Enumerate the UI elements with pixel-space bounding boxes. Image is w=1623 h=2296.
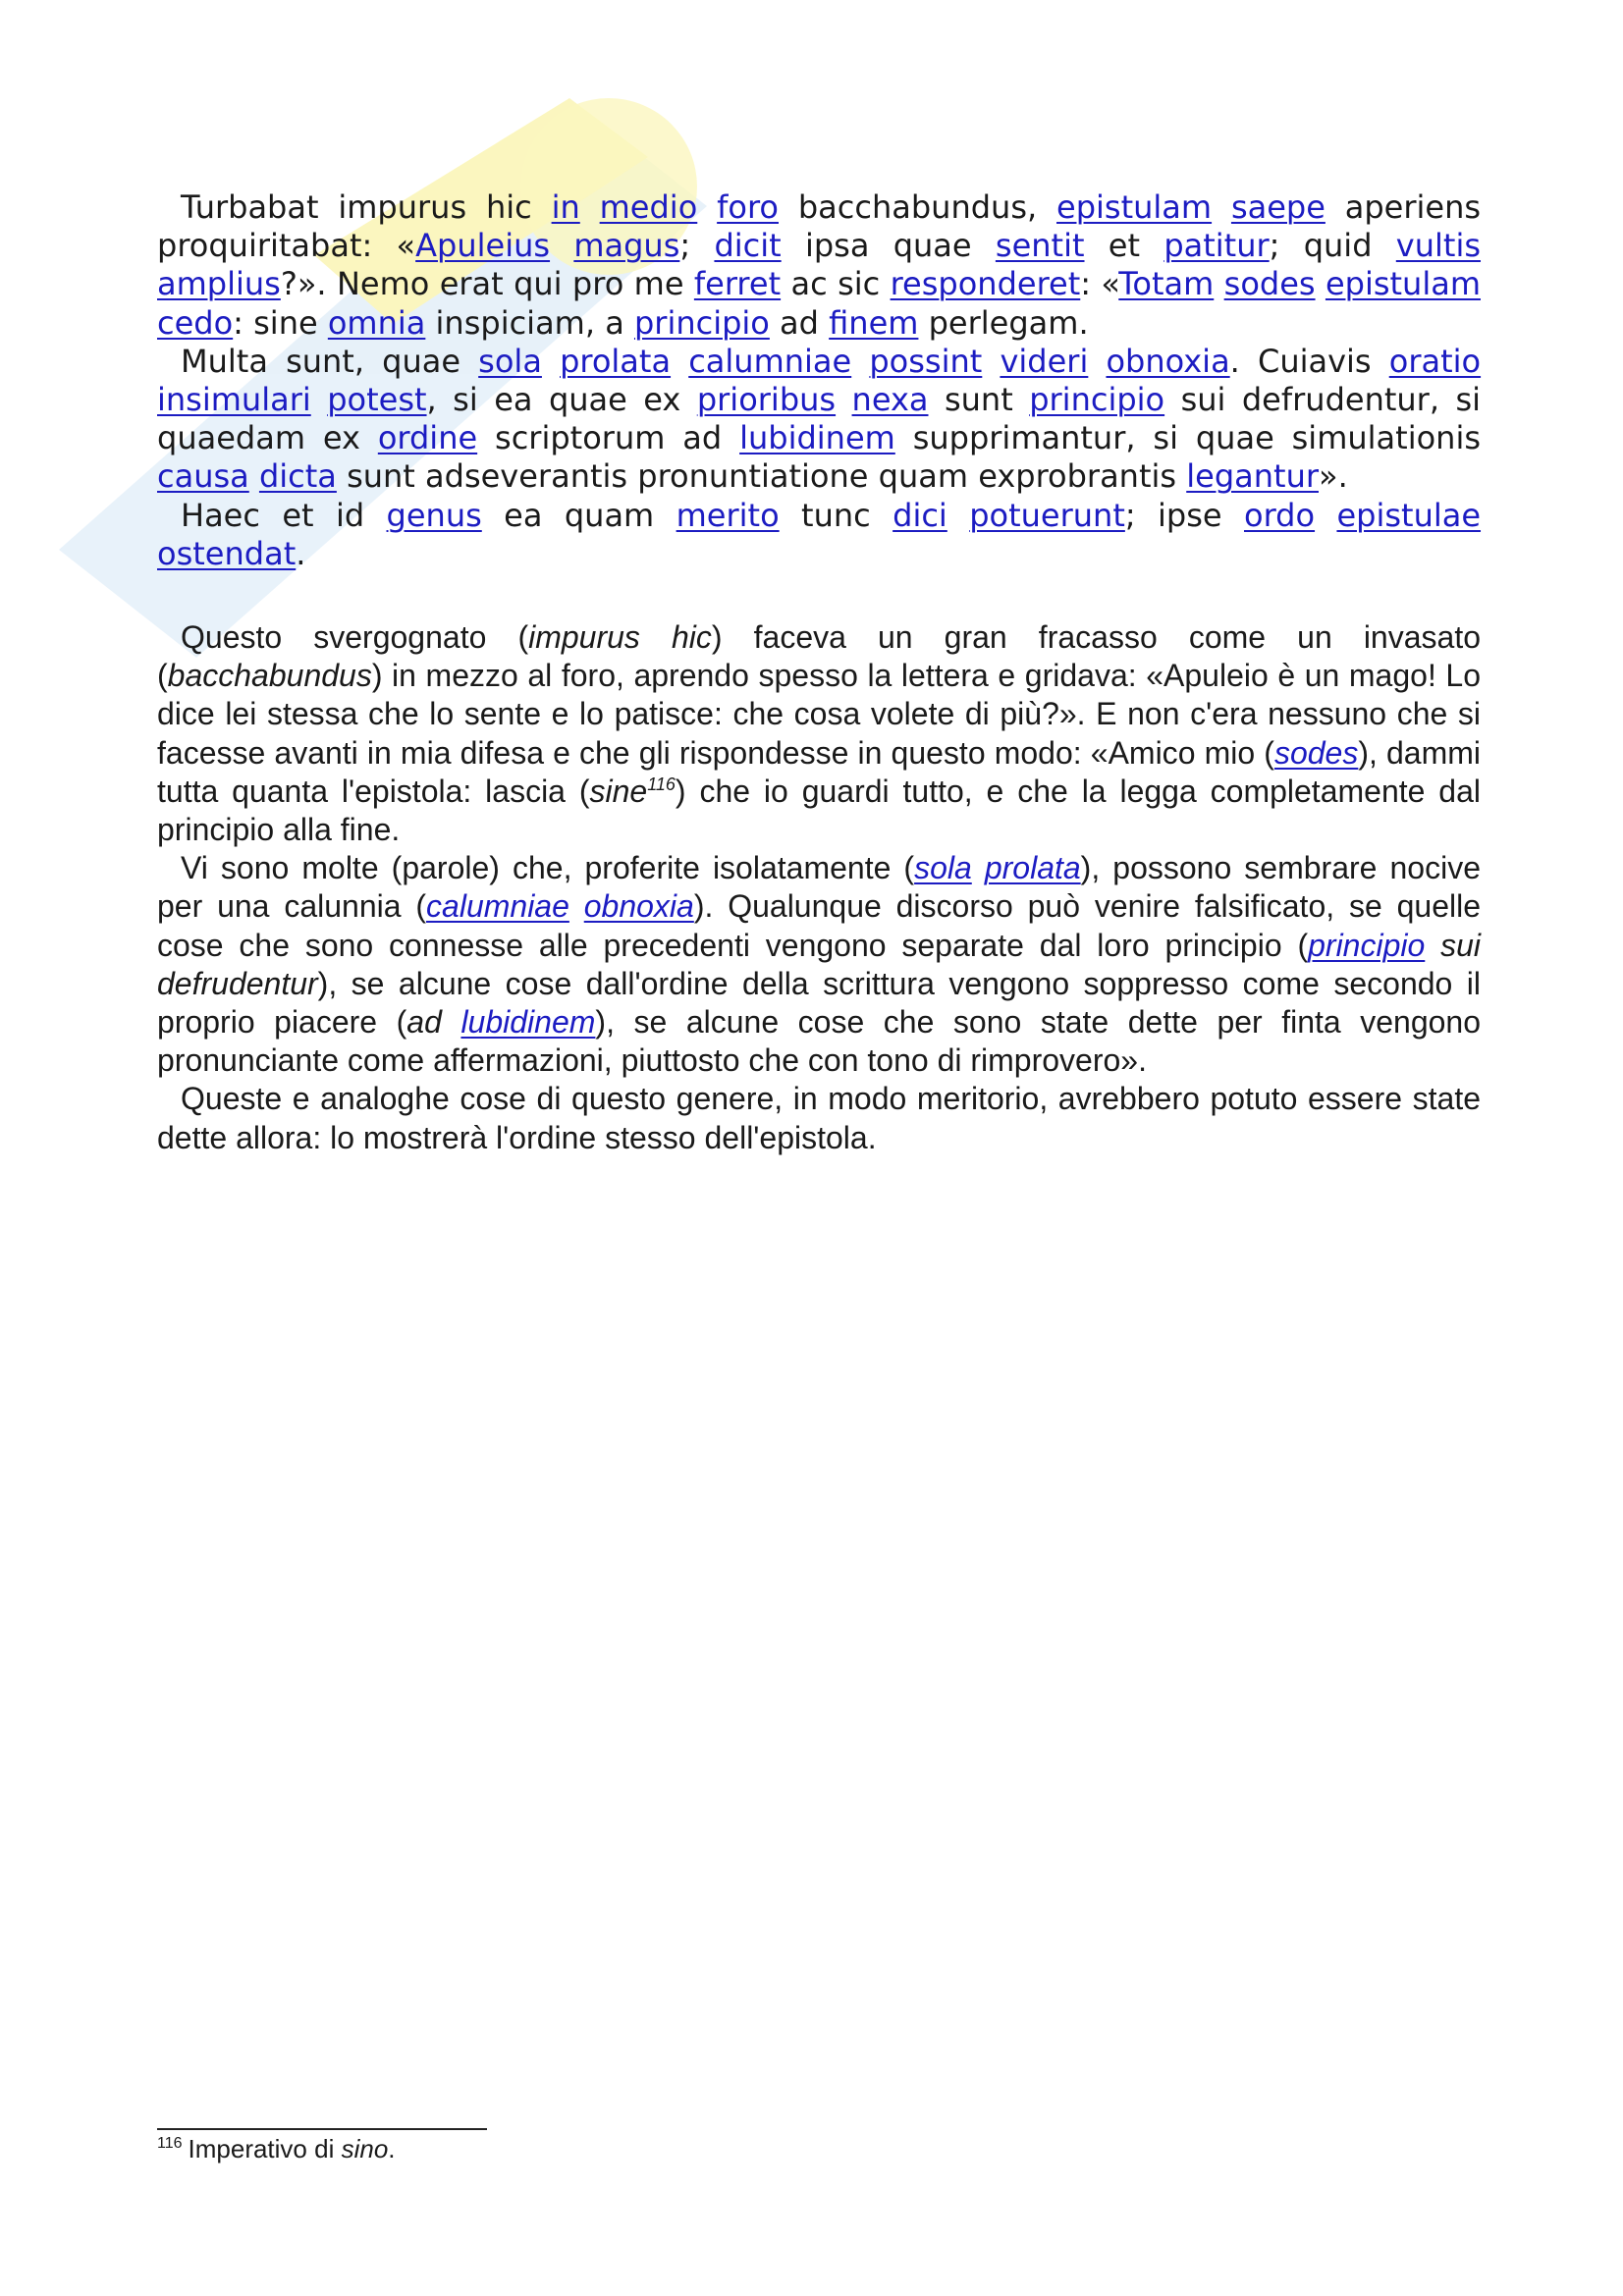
word-link[interactable]: epistulam <box>1056 188 1213 226</box>
word-link[interactable]: dicta <box>258 457 337 496</box>
text: ), se alcune cose che sono state dette per finta vengono pronunciante come affermazioni, piuttosto che con tono di rimprovero». <box>157 1004 1482 1079</box>
word-link[interactable]: Apuleius <box>415 227 551 265</box>
text <box>569 888 584 924</box>
word-link[interactable]: possint <box>869 342 983 380</box>
text: ). Qualunque discorso può venire falsificato, se quelle cose che sono connesse alle precedenti vengono separate dal loro principio ( <box>157 888 1482 963</box>
text: Haec et id <box>181 496 387 534</box>
text: ) in mezzo al foro, aprendo spesso la lettera e gridava: «Apuleio è un mago! Lo dice lei stessa che lo sente e lo patisce: che cosa volete di più?». E non c'era nessuno che si facesse avanti in mia difesa e che gli rispondesse in questo modo: «Amico mio ( <box>157 658 1481 771</box>
text: supprimantur, si quae simulationis <box>894 419 1482 457</box>
italic-phrase: impurus hic <box>528 619 712 655</box>
word-link[interactable]: sodes <box>1273 734 1359 771</box>
text <box>1088 343 1106 380</box>
word-link[interactable]: magus <box>573 227 680 265</box>
word-link[interactable]: vultis <box>1395 227 1482 265</box>
word-link[interactable]: sentit <box>995 227 1085 265</box>
word-link[interactable]: dicit <box>714 227 782 265</box>
word-link[interactable]: calumniae <box>426 888 569 925</box>
text: ; <box>679 227 715 265</box>
italian-paragraph-3 <box>157 1080 1481 1156</box>
text: ipsa quae <box>781 227 996 265</box>
word-link[interactable]: lubidinem <box>739 419 895 457</box>
word-link[interactable]: cedo <box>157 303 234 342</box>
word-link[interactable]: ferret <box>693 265 782 303</box>
text <box>851 343 869 380</box>
text <box>311 381 327 418</box>
word-link[interactable]: principio <box>1029 381 1165 419</box>
text: sui defrudentur, si quaedam ex <box>157 381 1482 457</box>
word-link[interactable]: sola <box>914 850 972 886</box>
text <box>982 343 1000 380</box>
word-link[interactable]: videri <box>1000 342 1089 380</box>
text: scriptorum ad <box>477 419 740 457</box>
word-link[interactable]: responderet <box>890 265 1081 303</box>
word-link[interactable]: principio <box>633 303 770 342</box>
word-link[interactable]: obnoxia <box>1106 342 1230 380</box>
text: sunt <box>928 381 1030 419</box>
text: ), dammi tutta quanta l'epistola: lascia ( <box>157 734 1482 809</box>
text: Multa sunt, quae <box>181 342 479 380</box>
footnote-end: . <box>388 2134 396 2163</box>
text <box>1316 265 1325 302</box>
footnote-number: 116 <box>157 2135 183 2152</box>
latin-paragraph-3 <box>157 497 1481 573</box>
word-link[interactable]: ordine <box>377 419 478 457</box>
text: perlegam. <box>918 303 1089 342</box>
word-link[interactable]: epistulae <box>1336 496 1482 534</box>
text <box>1212 188 1231 226</box>
word-link[interactable]: finem <box>829 303 919 342</box>
text: , si ea quae ex <box>426 381 697 419</box>
text <box>580 188 600 226</box>
text: : sine <box>233 303 328 342</box>
text <box>697 188 717 226</box>
word-link[interactable]: obnoxia <box>583 888 694 925</box>
word-link[interactable]: insimulari <box>157 381 311 419</box>
italian-paragraph-2 <box>157 849 1481 1080</box>
text: sunt adseverantis pronuntiatione quam exprobrantis <box>336 457 1187 496</box>
text <box>249 457 259 495</box>
text: : « <box>1080 265 1119 303</box>
word-link[interactable]: Totam <box>1118 265 1215 303</box>
latin-paragraph-1 <box>157 188 1481 343</box>
word-link[interactable]: sodes <box>1223 265 1316 303</box>
text: . <box>296 534 306 572</box>
text <box>1315 497 1336 534</box>
word-link[interactable]: patitur <box>1163 227 1270 265</box>
word-link[interactable]: legantur <box>1186 457 1319 496</box>
word-link[interactable]: potest <box>327 381 427 419</box>
word-link[interactable]: ostendat <box>157 534 297 572</box>
text: ), possono sembrare nocive per una calunnia ( <box>157 850 1481 925</box>
text <box>972 850 985 885</box>
word-link[interactable]: in <box>551 188 580 226</box>
word-link[interactable]: nexa <box>851 381 929 419</box>
italic-phrase: bacchabundus <box>167 658 372 694</box>
italian-translation <box>157 618 1481 1157</box>
text <box>947 497 969 534</box>
text <box>1214 265 1223 302</box>
text: ac sic <box>781 265 891 303</box>
text: Questo svergognato ( <box>181 619 529 655</box>
word-link[interactable]: lubidinem <box>460 1004 596 1041</box>
word-link[interactable]: epistulam <box>1325 265 1481 303</box>
word-link[interactable]: omnia <box>327 303 426 342</box>
text <box>836 381 851 418</box>
footnote-text: Imperativo di <box>188 2134 342 2163</box>
word-link[interactable]: merito <box>676 496 780 534</box>
word-link[interactable]: ordo <box>1244 496 1316 534</box>
text: ) che io guardi tutto, e che la legga completamente dal principio alla fine. <box>157 773 1482 848</box>
text: et <box>1084 227 1164 265</box>
word-link[interactable]: sola <box>478 342 542 380</box>
word-link[interactable]: prioribus <box>696 381 837 419</box>
word-link[interactable]: genus <box>386 496 482 534</box>
text: Queste e analoghe cose di questo genere, in modo meritorio, avrebbero potuto essere state dette allora: lo mostrerà l'ordine stesso dell'epistola. <box>157 1081 1481 1155</box>
word-link[interactable]: saepe <box>1230 188 1325 226</box>
text: Turbabat impurus hic <box>181 188 552 226</box>
footnote-separator <box>157 2128 487 2130</box>
text: . Cuiavis <box>1229 342 1389 380</box>
word-link[interactable]: calumniae <box>688 342 852 380</box>
text: Vi sono molte (parole) che, proferite isolatamente ( <box>181 850 915 886</box>
footnote-term: sino <box>341 2134 389 2163</box>
word-link[interactable]: prolata <box>984 850 1081 886</box>
word-link[interactable]: medio <box>599 188 698 226</box>
word-link[interactable]: oratio <box>1388 342 1482 380</box>
text: ?». Nemo erat qui pro me <box>280 265 694 303</box>
text: bacchabundus, <box>779 188 1057 226</box>
word-link[interactable]: foro <box>717 188 779 226</box>
text: ». <box>1319 457 1348 496</box>
text: ad <box>769 303 830 342</box>
italian-paragraph-1 <box>157 618 1481 849</box>
text: ), se alcune cose dall'ordine della scrittura vengono soppresso come secondo il proprio piacere ( <box>157 965 1481 1041</box>
word-link[interactable]: amplius <box>157 265 281 303</box>
italic-phrase: sui defrudentur <box>157 927 1482 1001</box>
footnote <box>157 2132 396 2165</box>
latin-paragraph-2 <box>157 343 1481 497</box>
text: ; ipse <box>1124 496 1244 534</box>
latin-text <box>157 188 1481 573</box>
word-link[interactable]: principio <box>1308 927 1426 963</box>
text: ; quid <box>1269 227 1396 265</box>
text <box>542 343 560 380</box>
text: inspiciam, a <box>425 303 634 342</box>
footnote-ref[interactable]: 116 <box>647 774 676 794</box>
text <box>671 343 688 380</box>
word-link[interactable]: prolata <box>560 342 672 380</box>
text: ea quam <box>481 496 676 534</box>
text: ) faceva un gran fracasso come un invasato ( <box>157 619 1481 694</box>
word-link[interactable]: dici <box>893 496 947 534</box>
italic-phrase: ad <box>406 1004 461 1041</box>
italic-phrase: sine <box>589 773 648 809</box>
word-link[interactable]: potuerunt <box>969 496 1125 534</box>
text <box>550 227 573 264</box>
text: tunc <box>779 496 893 534</box>
text: aperiens proquiritabat: « <box>157 188 1482 265</box>
word-link[interactable]: causa <box>157 457 249 496</box>
